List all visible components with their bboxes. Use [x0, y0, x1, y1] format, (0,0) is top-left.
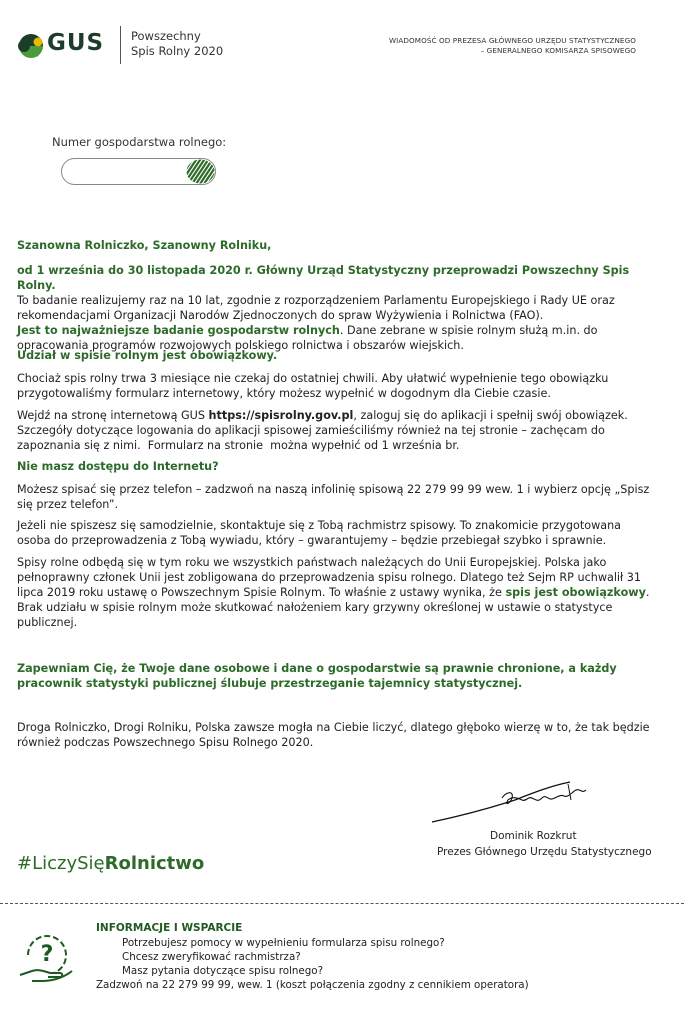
- info-question: Chcesz zweryfikować rachmistrza?: [122, 951, 301, 963]
- greeting: Szanowna Rolniczko, Szanowny Rolniku,: [17, 239, 272, 252]
- closing-paragraph: Droga Rolniczko, Drogi Rolniku, Polska zawsze mogła na Ciebie liczyć, dlatego głęboko wierzę w to, że tak będzie również podczas Powszechnego Spisu Rolnego 2020.: [17, 721, 650, 749]
- eu-text-pre: Spisy rolne odbędą się w tym roku we wszystkich państwach należących do Unii Europejskiej. Polska jako pełnoprawny członek Unii jest zobligowana do przeprowadzenia spisu rolnego. Dlatego też Sejm RP uchwalił 31 lipca 2019 roku ustawę o Powszechnym Spisie Rolnym. To właśnie z ustawy wynika, że: [17, 556, 645, 599]
- campaign-hashtag: [17, 852, 204, 876]
- website-link[interactable]: https://spisrolny.gov.pl: [208, 409, 354, 422]
- message-from: [389, 36, 636, 56]
- privacy-statement: Zapewniam Cię, że Twoje dane osobowe i dane o gospodarstwie są prawnie chronione, a każdy pracownik statystyki publicznej ślubuje przestrzeganie tajemnicy statystycznej.: [17, 662, 617, 690]
- census-name-line1: Powszechny: [131, 29, 201, 43]
- info-question: Masz pytania dotyczące spisu rolnego?: [122, 965, 324, 977]
- hashtag-part1: #LiczySię: [17, 853, 105, 874]
- message-from-line1: WIADOMOŚĆ OD PREZESA GŁÓWNEGO URZĘDU STATYSTYCZNEGO: [388, 36, 636, 45]
- intro-text: To badanie realizujemy raz na 10 lat, zgodnie z rozporządzeniem Parlamentu Europejskiego i Rady UE oraz rekomendacjami Organizacji Narodów Zjednoczonych do spraw Wyżywienia i Rolnictwa (FAO).: [17, 294, 619, 322]
- signer-name: Dominik Rozkrut: [490, 830, 577, 842]
- info-call: Zadzwoń na 22 279 99 99, wew. 1 (koszt połączenia zgodny z cennikiem operatora): [96, 979, 529, 991]
- intro-bold: od 1 września do 30 listopada 2020 r. Główny Urząd Statystyczny przeprowadzi Powszechny Spis Rolny.: [17, 264, 634, 292]
- enumerator-text: Jeżeli nie spiszesz się samodzielnie, skontaktuje się z Tobą rachmistrz spisowy. To znakomicie przygotowana osoba do przeprowadzenia z Tobą wywiadu, który – gwarantujemy – będzie przebiegał szybko i sprawnie.: [17, 519, 622, 547]
- svg-text:?: ?: [40, 942, 54, 967]
- eu-text-bold: spis jest obowiązkowy: [505, 586, 646, 599]
- mandatory-text: Chociaż spis rolny trwa 3 miesiące nie czekaj do ostatniej chwili. Aby ułatwić wypełnienie tego obowiązku przygotowaliśmy formularz internetowy, który możesz wypełnić w dogodnym dla Ciebie czasie.: [17, 372, 609, 400]
- phone-text: Możesz spisać się przez telefon – zadzwoń na naszą infolinię spisową 22 279 99 99 wew. 1 i wybierz opcję „Spisz się przez telefon”.: [17, 483, 650, 511]
- mandatory-heading: Udział w spisie rolnym jest obowiązkowy.: [17, 349, 278, 362]
- website-pre: Wejdź na stronę internetową GUS: [17, 409, 209, 422]
- striped-circle-icon: [186, 159, 215, 184]
- intro-paragraph: [17, 263, 657, 353]
- signer-title: Prezes Głównego Urzędu Statystycznego: [437, 846, 652, 858]
- eu-text-post: . Brak udziału w spisie rolnym może skutkować nałożeniem kary grzywny określonej w ustawie o statystyce publicznej.: [17, 586, 654, 629]
- eu-paragraph: [17, 555, 657, 630]
- info-title: INFORMACJE I WSPARCIE: [96, 922, 243, 934]
- header-divider: [120, 26, 121, 64]
- census-name-line2: Spis Rolny 2020: [131, 44, 224, 58]
- census-name: [131, 29, 223, 59]
- no-internet-heading: Nie masz dostępu do Internetu?: [17, 460, 219, 473]
- importance-text: . Dane zebrane w spisie rolnym służą m.in. do opracowania programów rozwojowych polskiego rolnictwa i obszarów wiejskich.: [17, 324, 602, 352]
- website-post: , zaloguj się do aplikacji i spełnij swój obowiązek. Szczegóły dotyczące logowania do aplikacji spisowej zamieściliśmy również na tej stronie – zachęcam do zapoznania się z nimi. Formularz na stronie można wypełnić od 1 września br.: [17, 409, 632, 452]
- hashtag-part2: Rolnictwo: [104, 853, 205, 874]
- handwritten-signature-icon: [430, 778, 600, 828]
- logo-text: GUS: [47, 30, 105, 56]
- importance-bold: Jest to najważniejsze badanie gospodarstw rolnych: [17, 324, 340, 337]
- website-paragraph: [17, 408, 657, 453]
- cut-line-divider: [0, 903, 684, 904]
- info-question: Potrzebujesz pomocy w wypełnieniu formularza spisu rolnego?: [122, 937, 445, 949]
- message-from-line2: – GENERALNEGO KOMISARZA SPISOWEGO: [480, 46, 636, 55]
- farm-number-label: Numer gospodarstwa rolnego:: [52, 135, 227, 149]
- help-hand-question-icon: [18, 925, 76, 985]
